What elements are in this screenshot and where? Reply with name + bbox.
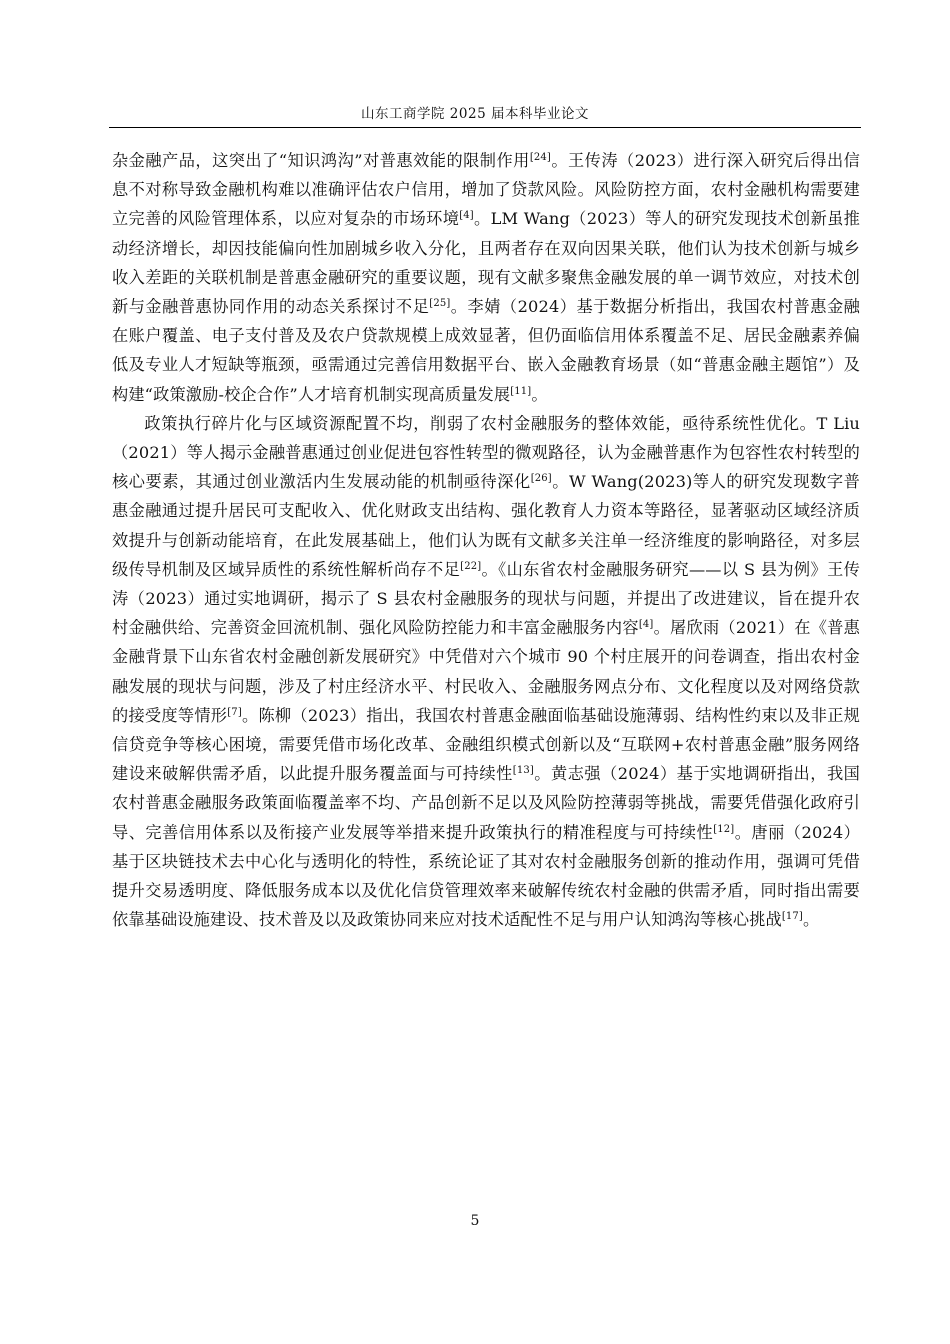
text-run: 。: [802, 910, 820, 930]
body-text: [112, 146, 860, 934]
citation-marker: [4]: [638, 619, 654, 631]
paragraph: [112, 409, 860, 935]
text-run: 。王传涛（2023）进行深入研究后得出信息不对称导致金融机构难以准确评估农户信用，增加了贷款风险。风险防控方面，农村金融机构需要建立完善的风险管理体系，以应对复杂的市场环境: [112, 151, 860, 229]
citation-marker: [12]: [713, 823, 735, 835]
citation-marker: [25]: [429, 298, 451, 310]
citation-marker: [7]: [227, 706, 242, 718]
text-run: 杂金融产品，这突出了“知识鸿沟”对普惠效能的限制作用: [112, 151, 530, 170]
citation-marker: [13]: [512, 765, 534, 777]
text-run: 。《山东省农村金融服务研究——以 S 县为例》王传涛（2023）通过实地调研，揭示了 S 县农村金融服务的现状与问题，并提出了改进建议，旨在提升农村金融供给、完善资金回流机制、强化风险防控能力和丰富金融服务内容: [112, 559, 860, 638]
text-run: 。屠欣雨（2021）在《普惠金融背景下山东省农村金融创新发展研究》中凭借对六个城市 90 个村庄展开的问卷调查，指出农村金融发展的现状与问题，涉及了村庄经济水平、村民收入、金融服务网点分布、文化程度以及对网络贷款的接受度等情形: [112, 618, 860, 725]
page-number: 5: [470, 1213, 480, 1229]
citation-marker: [11]: [510, 385, 532, 397]
text-run: 。黄志强（2024）基于实地调研指出，我国农村普惠金融服务政策面临覆盖率不均、产品创新不足以及风险防控薄弱等挑战，需要凭借强化政府引导、完善信用体系以及衔接产业发展等举措来提升政策执行的精准程度与可持续性: [112, 764, 860, 842]
header-rule: [109, 127, 861, 128]
text-run: 。: [531, 384, 548, 404]
text-run: 。LM Wang（2023）等人的研究发现技术创新虽推动经济增长，却因技能偏向性加剧城乡收入分化，且两者存在双向因果关联，他们认为技术创新与城乡收入差距的关联机制是普惠金融研究的重要议题，现有文献多聚焦金融发展的单一调节效应，对技术创新与金融普惠协同作用的动态关系探讨不足: [112, 209, 860, 317]
citation-marker: [17]: [781, 911, 803, 923]
text-run: 。陈柳（2023）指出，我国农村普惠金融面临基础设施薄弱、结构性约束以及非正规信贷竞争等核心困境，需要凭借市场化改革、金融组织模式创新以及“互联网+农村普惠金融”服务网络建设来破解供需矛盾，以此提升服务覆盖面与可持续性: [112, 705, 860, 784]
citation-marker: [4]: [459, 210, 474, 222]
running-header: 山东工商学院 2025 届本科毕业论文: [361, 106, 589, 122]
citation-marker: [24]: [529, 152, 551, 163]
citation-marker: [26]: [530, 473, 552, 485]
paragraph: [112, 146, 860, 409]
text-run: 。唐丽（2024）基于区块链技术去中心化与透明化的特性，系统论证了其对农村金融服务创新的推动作用，强调可凭借提升交易透明度、降低服务成本以及优化信贷管理效率来破解传统农村金融的供需矛盾，同时指出需要依靠基础设施建设、技术普及以及政策协同来应对技术适配性不足与用户认知鸿沟等核心挑战: [112, 822, 861, 930]
text-run: 。W Wang(2023)等人的研究发现数字普惠金融通过提升居民可支配收入、优化财政支出结构、强化教育人力资本等路径，显著驱动区域经济质效提升与创新动能培育，在此发展基础上，他们认为既有文献多关注单一经济维度的影响路径，对多层级传导机制及区域异质性的系统性解析尚存不足: [112, 472, 860, 579]
text-run: 政策执行碎片化与区域资源配置不均，削弱了农村金融服务的整体效能，亟待系统性优化。T Liu（2021）等人揭示金融普惠通过创业促进包容性转型的微观路径，认为金融普惠作为包容性农村转型的核心要素，其通过创业激活内生发展动能的机制亟待深化: [112, 413, 860, 492]
text-run: 。李婧（2024）基于数据分析指出，我国农村普惠金融在账户覆盖、电子支付普及及农户贷款规模上成效显著，但仍面临信用体系覆盖不足、居民金融素养偏低及专业人才短缺等瓶颈，亟需通过完善信用数据平台、嵌入金融教育场景（如“普惠金融主题馆”）及构建“政策激励-校企合作”人才培育机制实现高质量发展: [112, 297, 860, 404]
citation-marker: [22]: [460, 560, 482, 572]
